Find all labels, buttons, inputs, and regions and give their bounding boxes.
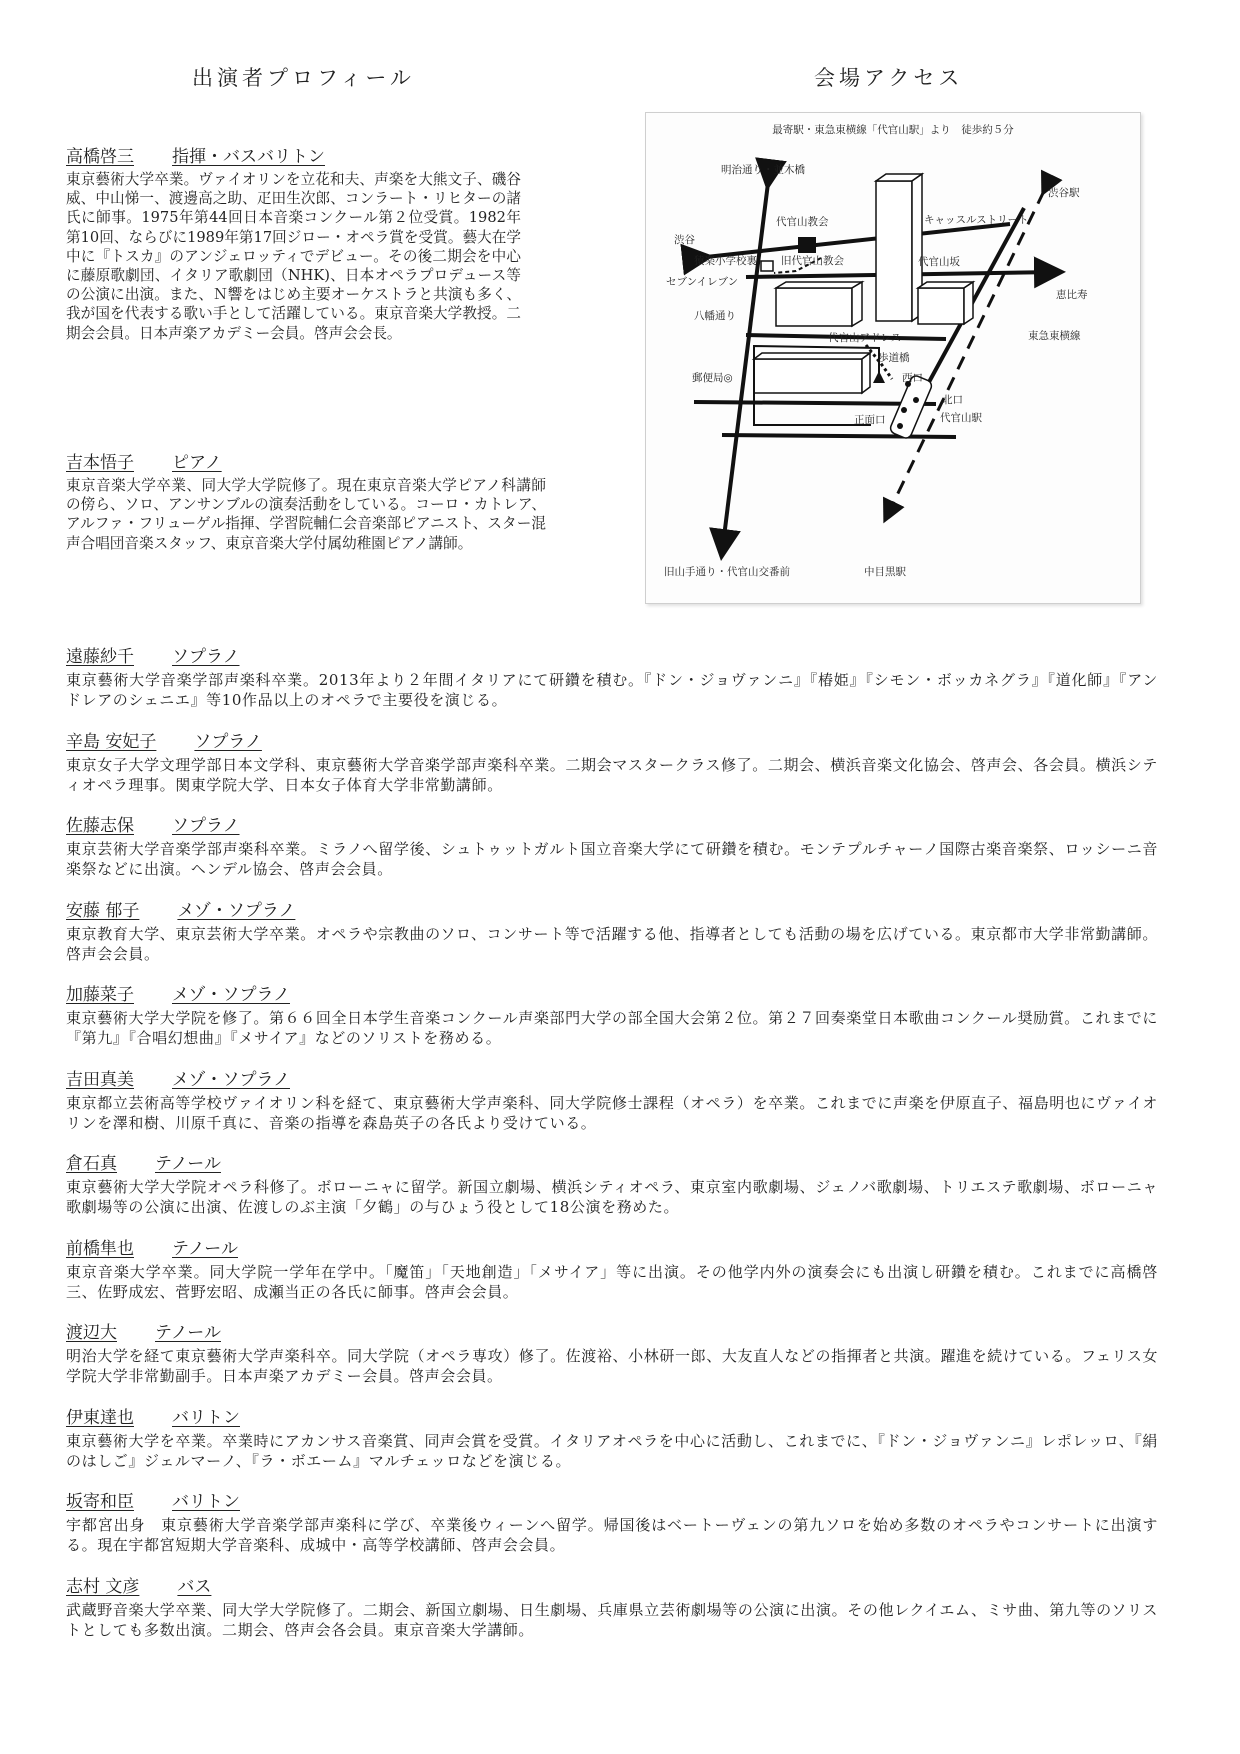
label-shibuya: 渋谷 (674, 234, 695, 246)
profile-name-line (66, 1322, 1158, 1344)
label-daikanyama-station: 代官山駅 (940, 412, 982, 424)
performer-bio: 東京藝術大学音楽学部声楽科卒業。2013年より２年間イタリアにて研鑽を積む。『ドン・ジョヴァンニ』『椿姫』『シモン・ボッカネグラ』『道化師』『アンドレアのシェニエ』等10作品以上のオペラで主要役を演じる。 (66, 671, 1158, 709)
label-meiji: 明治通り・並木橋 (721, 164, 805, 176)
performer-name: 前橋隼也 (66, 1238, 134, 1259)
road-castle-street (706, 224, 1010, 257)
label-north-exit: 北口 (942, 394, 963, 406)
profile-name-line (66, 1491, 1158, 1513)
performer-role: バス (177, 1576, 212, 1597)
building-block-a (776, 288, 852, 326)
access-map-drawing (646, 113, 1140, 603)
label-daikanyama-church: 代官山教会 (776, 216, 829, 228)
performer-role: ピアノ (172, 453, 222, 473)
label-daikanyamazaka: 代官山坂 (918, 256, 960, 268)
profile-entry (66, 1491, 1158, 1555)
label-ebisu: 恵比寿 (1056, 289, 1088, 301)
performer-name: 伊東達也 (66, 1407, 134, 1428)
performer-bio: 東京藝術大学大学院オペラ科修了。ボローニャに留学。新国立劇場、横浜シティオペラ、東京室内歌劇場、ジェノバ歌劇場、トリエステ歌劇場、ボローニャ歌劇場等の公演に出演、佐渡しのぶ主演「夕鶴」の与ひょう役として18公演を務めた。 (66, 1178, 1158, 1216)
profile-entry (66, 452, 546, 553)
map-title: 最寄駅・東急東横線「代官山駅」より 徒歩約５分 (772, 124, 1014, 136)
profile-entry (66, 1153, 1158, 1217)
label-sarugaku: 猿楽小学校裏 (694, 255, 757, 267)
station-daikanyama (889, 374, 933, 440)
performer-role: 指揮・バスバリトン (172, 147, 325, 167)
profile-entry (66, 646, 1158, 710)
building-address-tower (876, 181, 912, 321)
performer-role: バリトン (172, 1407, 240, 1428)
profile-name-line (66, 900, 1158, 922)
label-footbridge: 歩道橋 (878, 352, 910, 364)
performer-role: ソプラノ (172, 647, 240, 667)
performer-name: 坂寄和臣 (66, 1492, 134, 1512)
profile-entry (66, 731, 1158, 795)
performer-name: 辛島 安妃子 (66, 731, 157, 752)
performer-bio: 東京藝術大学卒業。ヴァイオリンを立花和夫、声楽を大熊文子、磯谷威、中山悌一、渡邊高之助、疋田生次郎、コンラート・リヒターの諸氏に師事。1975年第44回日本音楽コンクール第２位受賞。1982年第10回、ならびに1989年第17回ジロー・オペラ賞を受賞。藝大在学中に『トスカ』のアンジェロッティでデビュー。その後二期会を中心に藤原歌劇団、イタリア歌劇団（NHK)、日本オペラプロデュース等の公演に出演。また、Ｎ響をはじめ主要オーケストラと共演も多く、我が国を代表する歌い手として活躍している。東京音楽大学教授。二期会会員。日本声楽アカデミー会員。啓声会会長。 (66, 171, 521, 342)
profile-entry (66, 1322, 1158, 1386)
performer-role: メゾ・ソプラノ (172, 985, 290, 1005)
performer-bio: 東京音楽大学卒業、同大学大学院修了。現在東京音楽大学ピアノ科講師の傍ら、ソロ、アンサンブルの演奏活動をしている。コーロ・カトレア、アルファ・フリューゲル指揮、学習院輔仁会音楽部ピアニスト、スター混声合唱団音楽スタッフ、東京音楽大学付属幼稚園ピアノ講師。 (66, 477, 546, 552)
label-post: 郵便局◎ (692, 372, 733, 384)
profile-name-line (66, 452, 546, 474)
performer-bio: 東京藝術大学を卒業。卒業時にアカンサス音楽賞、同声会賞を受賞。イタリアオペラを中心に活動し、これまでに、『ドン・ジョヴァンニ』レポレッロ、『絹のはしご』ジェルマーノ、『ラ・ボエーム』マルチェッロなどを演じる。 (66, 1431, 1158, 1470)
profile-name-line (66, 1238, 1158, 1260)
performer-name: 高橋啓三 (66, 147, 134, 167)
performer-name: 倉石真 (66, 1154, 117, 1174)
access-heading: 会場アクセス (814, 66, 964, 90)
performer-bio: 明治大学を経て東京藝術大学声楽科卒。同大学院（オペラ専攻）修了。佐渡裕、小林研一郎、大友直人などの指揮者と共演。躍進を続けている。フェリス女学院大学非常勤副手。日本声楽アカデミー会員。啓声会会員。 (66, 1347, 1158, 1385)
performer-role: バリトン (172, 1492, 240, 1512)
profile-name-line (66, 1576, 1158, 1598)
profile-list (66, 646, 1158, 1660)
performer-role: テノール (155, 1323, 221, 1343)
road-front (722, 435, 956, 437)
performer-name: 吉田真美 (66, 1069, 134, 1090)
profile-name-line (66, 1153, 1158, 1175)
performer-role: メゾ・ソプラノ (177, 900, 296, 921)
performer-name: 安藤 郁子 (66, 900, 140, 921)
profile-name-line (66, 1407, 1158, 1429)
performer-bio: 東京教育大学、東京芸術大学卒業。オペラや宗教曲のソロ、コンサート等で活躍する他、指導者としても活動の場を広げている。東京都市大学非常勤講師。啓声会会員。 (66, 924, 1158, 963)
label-hachiman: 八幡通り (694, 310, 736, 322)
profile-entry (66, 146, 521, 343)
building-block-b (918, 288, 964, 324)
profile-entry (66, 984, 1158, 1048)
label-kyu-yamate: 旧山手通り・代官山交番前 (664, 566, 790, 578)
label-seven: セブンイレブン (666, 276, 739, 288)
performer-role: テノール (172, 1238, 238, 1259)
performer-name: 吉本悟子 (66, 453, 134, 473)
performer-role: メゾ・ソプラノ (172, 1069, 290, 1090)
label-front-exit: 正面口 (854, 414, 886, 426)
performer-bio: 東京女子大学文理学部日本文学科、東京藝術大学音楽学部声楽科卒業。二期会マスタークラス修了。二期会、横浜音楽文化協会、啓声会、各会員。横浜シティオペラ理事。関東学院大学、日本女子体育大学非常勤講師。 (66, 755, 1158, 794)
profile-entry (66, 1238, 1158, 1302)
label-nakameguro: 中目黒駅 (864, 566, 906, 578)
label-shibuya-station: 渋谷駅 (1048, 187, 1080, 199)
profile-entry (66, 900, 1158, 964)
profile-entry (66, 1069, 1158, 1133)
church-marker (798, 237, 816, 253)
performer-bio: 宇都宮出身 東京藝術大学音楽学部声楽科に学び、卒業後ウィーンへ留学。帰国後はベートーヴェンの第九ソロを始め多数のオペラやコンサートに出演する。現在宇都宮短期大学音楽科、成城中・高等学校講師、啓声会会員。 (66, 1516, 1158, 1554)
performer-name: 志村 文彦 (66, 1576, 140, 1597)
performer-name: 遠藤紗千 (66, 647, 134, 667)
label-west-exit: 西口 (902, 372, 923, 384)
label-castle-street: キャッスルストリート (924, 214, 1029, 226)
building-block-c (754, 359, 862, 393)
performer-name: 佐藤志保 (66, 816, 134, 836)
label-toyoko: 東急東横線 (1028, 330, 1081, 342)
access-map (645, 112, 1141, 604)
performer-name: 加藤菜子 (66, 985, 134, 1005)
performer-bio: 東京藝術大学大学院を修了。第６６回全日本学生音楽コンクール声楽部門大学の部全国大会第２位。第２７回奏楽堂日本歌曲コンクール奨励賞。これまでに『第九』『合唱幻想曲』『メサイア』などのソリストを務める。 (66, 1009, 1158, 1047)
profile-name-line (66, 815, 1158, 837)
profile-heading: 出演者プロフィール (192, 66, 415, 90)
performer-bio: 東京都立芸術高等学校ヴァイオリン科を経て、東京藝術大学声楽科、同大学院修士課程（オペラ）を卒業。これまでに声楽を伊原直子、福島明也にヴァイオリンを澤和樹、川原千真に、音楽の指導を森島英子の各氏より受けている。 (66, 1093, 1158, 1132)
performer-role: テノール (155, 1154, 221, 1174)
profile-entry (66, 1576, 1158, 1640)
profile-entry (66, 815, 1158, 879)
performer-role: ソプラノ (194, 731, 262, 752)
performer-bio: 東京芸術大学音楽学部声楽科卒業。ミラノへ留学後、シュトゥットガルト国立音楽大学にて研鑽を積む。モンテプルチャーノ国際古楽音楽祭、ロッシーニ音楽祭などに出演。ヘンデル協会、啓声会会員。 (66, 840, 1158, 878)
performer-role: ソプラノ (172, 816, 240, 836)
profile-name-line (66, 146, 521, 168)
performer-bio: 東京音楽大学卒業。同大学院一学年在学中。「魔笛」「天地創造」「メサイア」等に出演。その他学内外の演奏会にも出演し研鑽を積む。これまでに高橋啓三、佐野成宏、菅野宏昭、成瀬当正の各氏に師事。啓声会会員。 (66, 1262, 1158, 1301)
profile-name-line (66, 984, 1158, 1006)
profile-name-line (66, 1069, 1158, 1091)
profile-name-line (66, 731, 1158, 753)
label-old-church: 旧代官山教会 (781, 255, 844, 267)
performer-name: 渡辺大 (66, 1323, 117, 1343)
profile-entry (66, 1407, 1158, 1471)
profile-name-line (66, 646, 1158, 668)
performer-bio: 武蔵野音楽大学卒業、同大学大学院修了。二期会、新国立劇場、日生劇場、兵庫県立芸術劇場等の公演に出演。その他レクイエム、ミサ曲、第九等のソリストとしても多数出演。二期会、啓声会各会員。東京音楽大学講師。 (66, 1600, 1158, 1639)
label-address: 代官山アドレス (828, 332, 902, 344)
